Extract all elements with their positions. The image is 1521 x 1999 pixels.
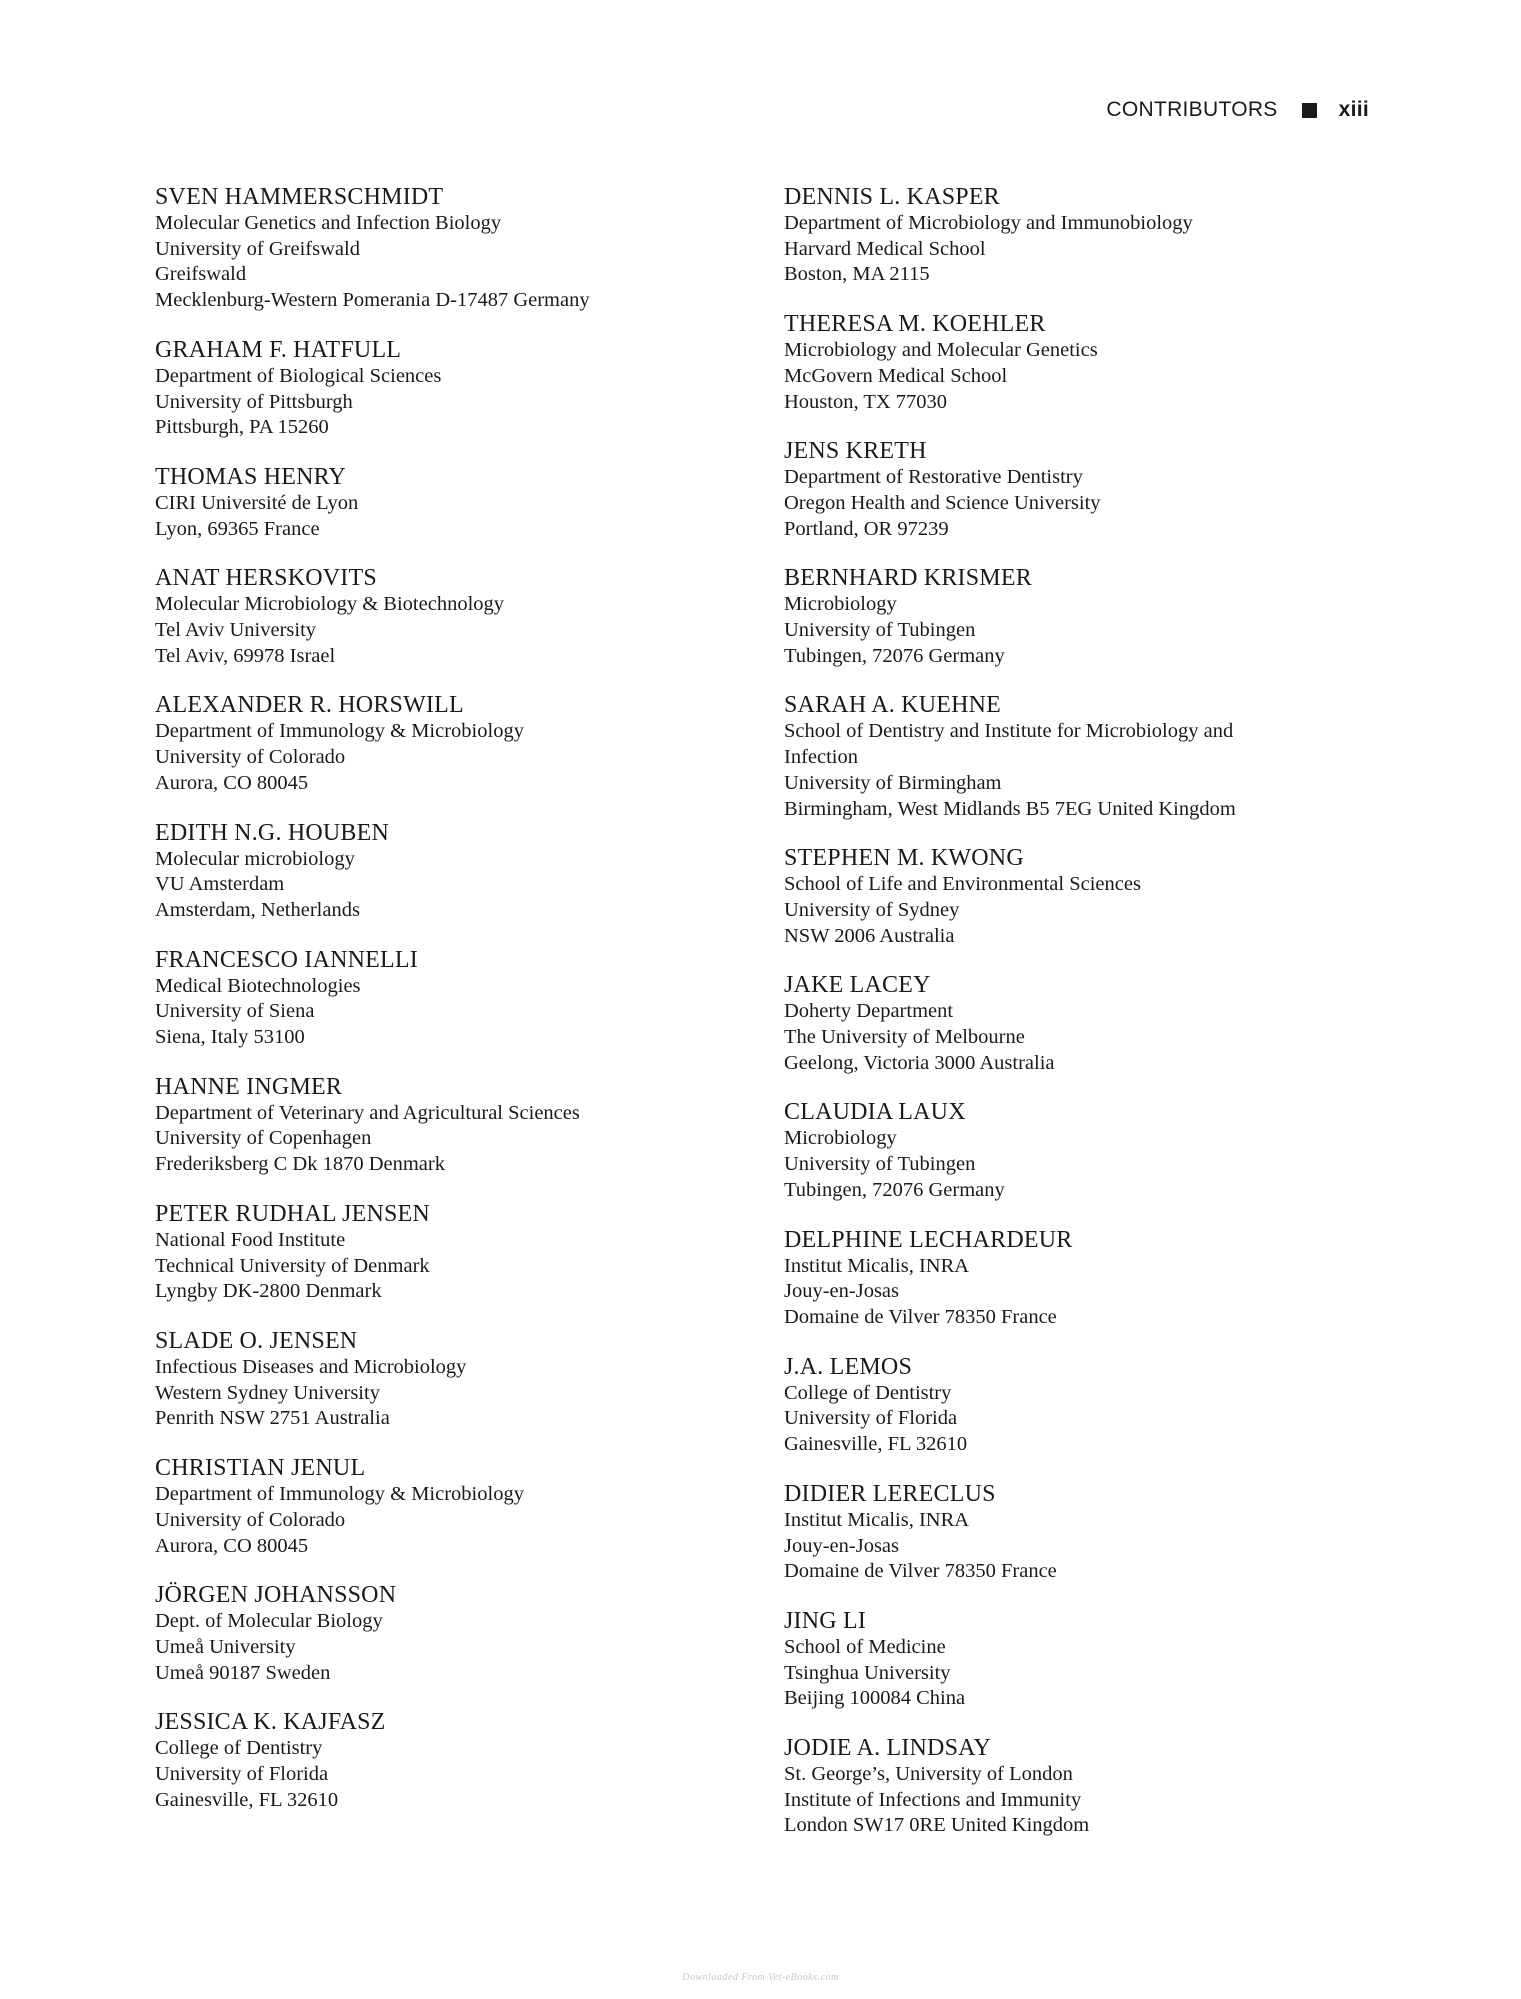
affiliation-line: Harvard Medical School (784, 237, 986, 260)
contributor-entry (784, 1734, 1384, 1839)
contributor-name: SLADE O. JENSEN (155, 1327, 358, 1354)
affiliation-line: School of Medicine (784, 1635, 946, 1658)
contributor-name: JENS KRETH (784, 438, 927, 465)
contributor-name: DELPHINE LECHARDEUR (784, 1226, 1073, 1253)
affiliation-line: Microbiology and Molecular Genetics (784, 339, 1098, 362)
affiliation-line: Boston, MA 2115 (784, 263, 930, 286)
contributor-name: THERESA M. KOEHLER (784, 311, 1046, 338)
affiliation-line: University of Sydney (784, 898, 960, 921)
contributor-name: GRAHAM F. HATFULL (155, 336, 402, 363)
affiliation-line: Birmingham, West Midlands B5 7EG United Kingdom (784, 797, 1236, 820)
affiliation-line: Molecular Genetics and Infection Biology (155, 212, 502, 234)
contributor-entry (155, 1327, 715, 1432)
affiliation-line: Lyngby DK-2800 Denmark (155, 1280, 382, 1303)
affiliation-line: University of Tubingen (784, 619, 976, 642)
affiliation-line: Western Sydney University (155, 1381, 380, 1404)
affiliation-line: University of Pittsburgh (155, 390, 353, 413)
contributor-name: CLAUDIA LAUX (784, 1099, 966, 1126)
square-bullet-icon (1302, 103, 1317, 118)
contributor-entry (155, 946, 715, 1051)
affiliation-line: Doherty Department (784, 1000, 954, 1023)
contributor-entry (155, 564, 715, 669)
contributor-name: JAKE LACEY (784, 972, 931, 999)
contributor-entry (155, 183, 715, 314)
affiliation-line: Department of Microbiology and Immunobiology (784, 212, 1193, 234)
affiliation-line: Aurora, CO 80045 (155, 771, 309, 794)
contributor-entry (155, 691, 715, 796)
affiliation-line: University of Florida (155, 1763, 329, 1786)
affiliation-line: University of Colorado (155, 746, 346, 769)
affiliation-line: CIRI Université de Lyon (155, 491, 359, 514)
affiliation-line: School of Life and Environmental Sciences (784, 873, 1141, 896)
affiliation-line: Institute of Infections and Immunity (784, 1788, 1082, 1811)
affiliation-line: Tsinghua University (784, 1661, 951, 1684)
contributor-entry (155, 463, 715, 542)
contributor-entry (784, 183, 1384, 288)
contributor-name: THOMAS HENRY (155, 463, 347, 490)
affiliation-line: Jouy-en-Josas (784, 1534, 900, 1557)
contributor-name: DIDIER LERECLUS (784, 1480, 996, 1507)
contributor-entry (784, 971, 1384, 1076)
affiliation-line: National Food Institute (155, 1228, 346, 1251)
affiliation-line: Tel Aviv University (155, 619, 317, 642)
affiliation-line: Houston, TX 77030 (784, 390, 948, 413)
affiliation-line: Department of Biological Sciences (155, 364, 442, 387)
contributor-entry (784, 691, 1384, 822)
affiliation-line: Infection (784, 746, 858, 769)
affiliation-line: Penrith NSW 2751 Australia (155, 1407, 390, 1430)
page-number: xiii (1338, 98, 1369, 121)
affiliation-line: Beijing 100084 China (784, 1687, 966, 1710)
section-title: CONTRIBUTORS (1106, 98, 1278, 121)
affiliation-line: NSW 2006 Australia (784, 924, 955, 947)
affiliation-line: Department of Veterinary and Agricultural Sciences (155, 1101, 580, 1124)
watermark-note: Downloaded From Vet-eBooks.com (682, 1972, 839, 1983)
affiliation-line: University of Copenhagen (155, 1127, 372, 1150)
affiliation-line: Dept. of Molecular Biology (155, 1610, 383, 1633)
affiliation-line: University of Tubingen (784, 1153, 976, 1176)
contributor-name: SARAH A. KUEHNE (784, 692, 1002, 719)
affiliation-line: University of Florida (784, 1407, 958, 1430)
contributor-name: STEPHEN M. KWONG (784, 845, 1024, 872)
contributor-name: EDITH N.G. HOUBEN (155, 819, 390, 846)
contributor-name: DENNIS L. KASPER (784, 184, 1000, 210)
contributor-entry (784, 1607, 1384, 1712)
contributor-entry (784, 1098, 1384, 1203)
affiliation-line: Tubingen, 72076 Germany (784, 1178, 1005, 1201)
contributor-name: J.A. LEMOS (784, 1353, 913, 1380)
affiliation-line: School of Dentistry and Institute for Microbiology and (784, 720, 1234, 743)
contributor-entry (155, 1581, 715, 1686)
affiliation-line: Greifswald (155, 263, 247, 286)
affiliation-line: Pittsburgh, PA 15260 (155, 416, 329, 439)
affiliation-line: Tel Aviv, 69978 Israel (155, 644, 336, 667)
contributor-name: PETER RUDHAL JENSEN (155, 1200, 430, 1227)
affiliation-line: Microbiology (784, 1127, 897, 1150)
affiliation-line: Mecklenburg-Western Pomerania D-17487 Germany (155, 289, 590, 312)
affiliation-line: Geelong, Victoria 3000 Australia (784, 1051, 1055, 1074)
contributor-name: JESSICA K. KAJFASZ (155, 1709, 386, 1736)
affiliation-line: McGovern Medical School (784, 364, 1008, 387)
affiliation-line: Department of Restorative Dentistry (784, 466, 1083, 489)
affiliation-line: Department of Immunology & Microbiology (155, 720, 524, 743)
contributor-entry (155, 1454, 715, 1559)
contributor-entry (155, 819, 715, 924)
affiliation-line: University of Colorado (155, 1508, 346, 1531)
affiliation-line: Jouy-en-Josas (784, 1280, 900, 1303)
affiliation-line: University of Birmingham (784, 771, 1002, 794)
affiliation-line: Molecular Microbiology & Biotechnology (155, 593, 505, 616)
affiliation-line: Domaine de Vilver 78350 France (784, 1560, 1057, 1583)
affiliation-line: University of Greifswald (155, 237, 360, 260)
contributor-entry (155, 1708, 715, 1813)
affiliation-line: Technical University of Denmark (155, 1254, 430, 1277)
affiliation-line: Institut Micalis, INRA (784, 1508, 970, 1531)
contributor-name: SVEN HAMMERSCHMIDT (155, 184, 444, 210)
contributor-entry (784, 310, 1384, 415)
affiliation-line: Lyon, 69365 France (155, 517, 320, 540)
contributor-name: CHRISTIAN JENUL (155, 1455, 366, 1482)
running-head (1106, 98, 1369, 122)
contributor-name: JÖRGEN JOHANSSON (155, 1582, 397, 1609)
affiliation-line: Portland, OR 97239 (784, 517, 949, 540)
affiliation-line: College of Dentistry (784, 1381, 952, 1404)
affiliation-line: Department of Immunology & Microbiology (155, 1483, 524, 1506)
contributor-entry (155, 336, 715, 441)
affiliation-line: Umeå 90187 Sweden (155, 1661, 331, 1684)
contributor-entry (784, 564, 1384, 669)
contributor-name: JODIE A. LINDSAY (784, 1735, 991, 1762)
affiliation-line: College of Dentistry (155, 1737, 323, 1760)
affiliation-line: Microbiology (784, 593, 897, 616)
affiliation-line: University of Siena (155, 1000, 315, 1023)
contributor-entry (784, 844, 1384, 949)
contributors-column-left (155, 183, 715, 1835)
contributor-name: JING LI (784, 1607, 867, 1634)
contributor-name: BERNHARD KRISMER (784, 565, 1032, 592)
affiliation-line: VU Amsterdam (155, 873, 285, 896)
contributor-entry (155, 1073, 715, 1178)
contributor-entry (784, 1480, 1384, 1585)
affiliation-line: St. George’s, University of London (784, 1763, 1073, 1786)
contributor-entry (155, 1200, 715, 1305)
contributor-name: HANNE INGMER (155, 1073, 343, 1100)
affiliation-line: Domaine de Vilver 78350 France (784, 1305, 1057, 1328)
contributor-name: ANAT HERSKOVITS (155, 565, 377, 592)
affiliation-line: Tubingen, 72076 Germany (784, 644, 1005, 667)
contributor-entry (784, 1353, 1384, 1458)
contributor-name: FRANCESCO IANNELLI (155, 946, 418, 973)
affiliation-line: Infectious Diseases and Microbiology (155, 1355, 467, 1378)
affiliation-line: Oregon Health and Science University (784, 491, 1101, 514)
affiliation-line: Amsterdam, Netherlands (155, 898, 360, 921)
affiliation-line: Frederiksberg C Dk 1870 Denmark (155, 1153, 445, 1176)
contributor-entry (784, 1226, 1384, 1331)
contributor-entry (784, 437, 1384, 542)
affiliation-line: Aurora, CO 80045 (155, 1534, 309, 1557)
affiliation-line: Medical Biotechnologies (155, 974, 361, 997)
affiliation-line: The University of Melbourne (784, 1026, 1025, 1049)
affiliation-line: Umeå University (155, 1635, 296, 1658)
affiliation-line: London SW17 0RE United Kingdom (784, 1814, 1090, 1837)
affiliation-line: Molecular microbiology (155, 847, 355, 870)
affiliation-line: Gainesville, FL 32610 (155, 1788, 339, 1811)
affiliation-line: Gainesville, FL 32610 (784, 1433, 968, 1456)
affiliation-line: Institut Micalis, INRA (784, 1254, 970, 1277)
contributor-name: ALEXANDER R. HORSWILL (155, 692, 464, 719)
contributors-column-right (784, 183, 1384, 1861)
affiliation-line: Siena, Italy 53100 (155, 1026, 305, 1049)
